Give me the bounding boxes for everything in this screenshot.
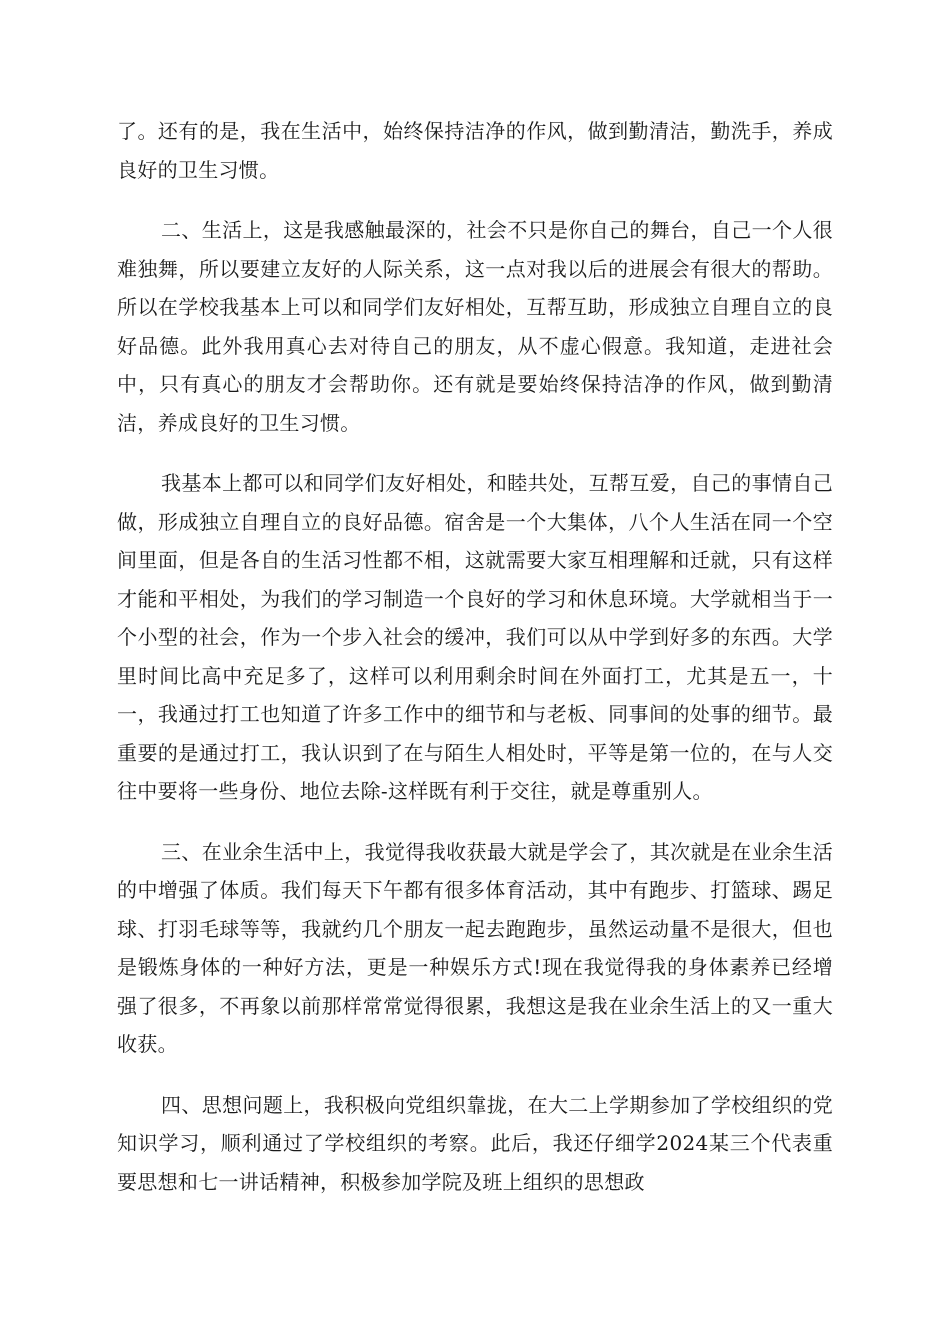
document-body xyxy=(117,112,833,1223)
paragraph-section-two-life: 二、生活上，这是我感触最深的，社会不只是你自己的舞台，自己一个人很难独舞，所以要建立友好的人际关系，这一点对我以后的进展会有很大的帮助。所以在学校我基本上可以和同学们友好相处，互帮互助，形成独立自理自立的良好品德。此外我用真心去对待自己的朋友，从不虚心假意。我知道，走进社会中，只有真心的朋友才会帮助你。还有就是要始终保持洁净的作风，做到勤清洁，养成良好的卫生习惯。 xyxy=(117,218,833,435)
paragraph-section-three-leisure: 三、在业余生活中上，我觉得我收获最大就是学会了，其次就是在业余生活的中增强了体质。我们每天下午都有很多体育活动，其中有跑步、打篮球、踢足球、打羽毛球等等，我就约几个朋友一起去跑跑步，虽然运动量不是很大，但也是锻炼身体的一种好方法，更是一种娱乐方式!现在我觉得我的身体素养已经增强了很多，不再象以前那样常常觉得很累，我想这是我在业余生活上的又一重大收获。 xyxy=(117,839,833,1056)
paragraph-dormitory-work: 我基本上都可以和同学们友好相处，和睦共处，互帮互爱，自己的事情自己做，形成独立自理自立的良好品德。宿舍是一个大集体，八个人生活在同一个空间里面，但是各自的生活习性都不相，这就需要大家互相理解和迁就，只有这样才能和平相处，为我们的学习制造一个良好的学习和休息环境。大学就相当于一个小型的社会，作为一个步入社会的缓冲，我们可以从中学到好多的东西。大学里时间比高中充足多了，这样可以利用剩余时间在外面打工，尤其是五一，十一，我通过打工也知道了许多工作中的细节和与老板、同事间的处事的细节。最重要的是通过打工，我认识到了在与陌生人相处时，平等是第一位的，在与人交往中要将一些身份、地位去除-这样既有利于交往，就是尊重别人。 xyxy=(117,471,833,803)
paragraph-continuation: 了。还有的是，我在生活中，始终保持洁净的作风，做到勤清洁，勤洗手，养成良好的卫生习惯。 xyxy=(117,119,833,182)
paragraph-section-four-ideology: 四、思想问题上，我积极向党组织靠拢，在大二上学期参加了学校组织的党知识学习，顺利通过了学校组织的考察。此后，我还仔细学2024某三个代表重要思想和七一讲话精神，积极参加学院及班上组织的思想政 xyxy=(117,1092,833,1194)
